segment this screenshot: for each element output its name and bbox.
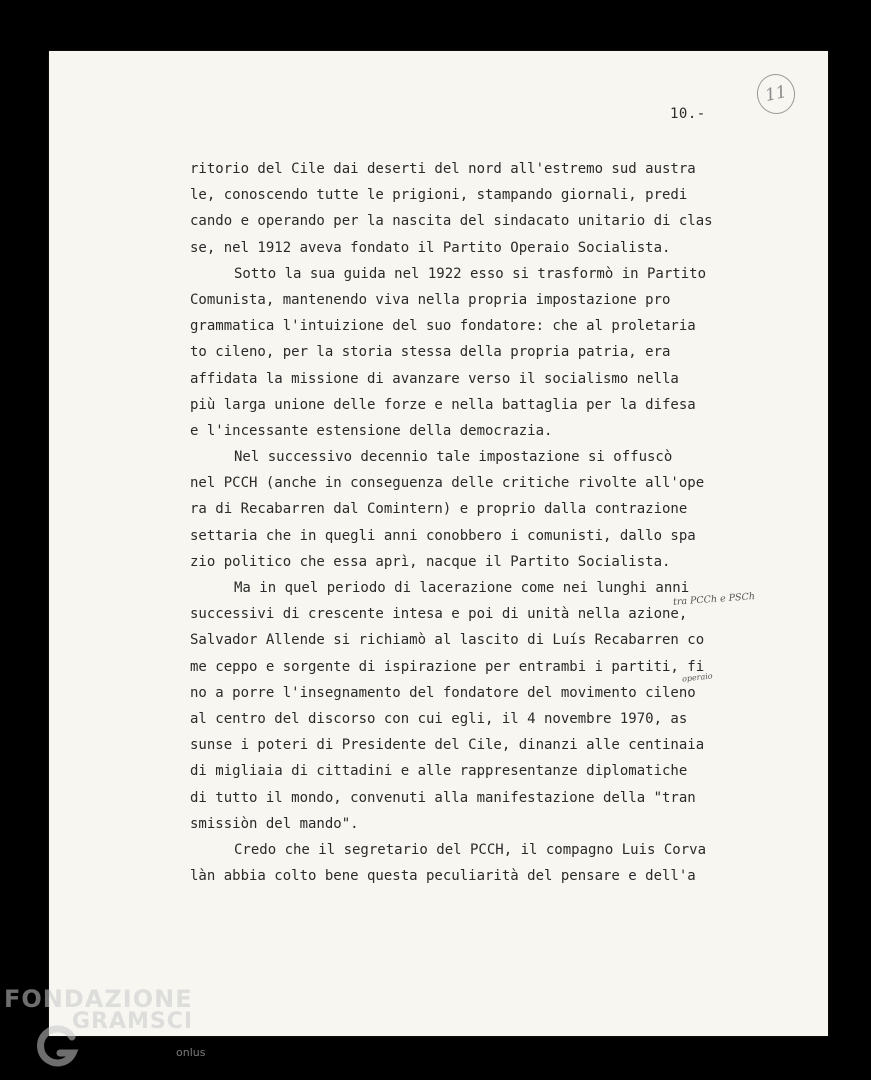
text-line: e l'incessante estensione della democrazia. (190, 422, 553, 439)
paragraph (190, 837, 770, 889)
text-line: zio politico che essa aprì, nacque il Partito Socialista. (190, 553, 671, 570)
text-line: di tutto il mondo, convenuti alla manifestazione della "tran (190, 789, 696, 806)
text-line: ritorio del Cile dai deserti del nord all'estremo sud austra (190, 161, 696, 177)
text-line: Credo che il segretario del PCCH, il compagno Luis Corva (234, 841, 707, 858)
watermark-line-1: FONDAZIONE (4, 985, 193, 1013)
paragraph (190, 444, 770, 575)
text-line: Comunista, mantenendo viva nella propria impostazione pro (190, 291, 671, 308)
watermark-line-2: GRAMSCI (72, 1009, 194, 1034)
watermark-line-3: onlus (176, 1046, 206, 1059)
text-line: me ceppo e sorgente di ispirazione per entrambi i partiti, fi (190, 658, 705, 675)
text-line: se, nel 1912 aveva fondato il Partito Operaio Socialista. (190, 239, 671, 256)
text-line: le, conoscendo tutte le prigioni, stampando giornali, predi (190, 187, 688, 204)
text-line: al centro del discorso con cui egli, il 4 novembre 1970, as (190, 710, 688, 727)
paragraph (190, 575, 770, 837)
text-line: Nel successivo decennio tale impostazione si offuscò (234, 449, 673, 466)
text-line: Ma in quel periodo di lacerazione come nei lunghi anni (234, 580, 690, 596)
fondazione-gramsci-watermark (4, 985, 224, 1075)
text-line: sunse i poteri di Presidente del Cile, dinanzi alle centinaia (190, 737, 705, 754)
handwritten-annotation: operaio (681, 671, 714, 684)
text-line: grammatica l'intuizione del suo fondatore: che al proletaria (190, 318, 696, 335)
text-line: Salvador Allende si richiamò al lascito di Luís Recabarren co (190, 632, 705, 649)
text-line: no a porre l'insegnamento del fondatore del movimento cileno (190, 684, 696, 701)
text-line: cando e operando per la nascita del sindacato unitario di clas (190, 213, 713, 230)
archive-folio-mark: 11 (753, 70, 798, 117)
text-line: to cileno, per la storia stessa della propria patria, era (190, 344, 671, 361)
page-number: 10.- (670, 106, 706, 122)
text-line: successivi di crescente intesa e poi di unità nella azione, (190, 606, 688, 623)
typed-body-text (190, 156, 770, 889)
paragraph (190, 156, 770, 261)
text-line: nel PCCH (anche in conseguenza delle critiche rivolte all'ope (190, 475, 705, 492)
text-line: più larga unione delle forze e nella battaglia per la difesa (190, 396, 696, 413)
handwritten-annotation: tra PCCh e PSCh (672, 591, 756, 608)
text-line: Sotto la sua guida nel 1922 esso si trasformò in Partito (234, 265, 707, 282)
text-line: làn abbia colto bene questa peculiarità del pensare e dell'a (190, 868, 696, 885)
text-line: affidata la missione di avanzare verso il socialismo nella (190, 370, 679, 387)
text-line: ra di Recabarren dal Comintern) e proprio dalla contrazione (190, 501, 688, 518)
text-line: smissiòn del mando". (190, 815, 359, 832)
text-line: settaria che in quegli anni conobbero i comunisti, dallo spa (190, 527, 696, 544)
paragraph (190, 261, 770, 444)
text-line: di migliaia di cittadini e alle rappresentanze diplomatiche (190, 763, 688, 780)
